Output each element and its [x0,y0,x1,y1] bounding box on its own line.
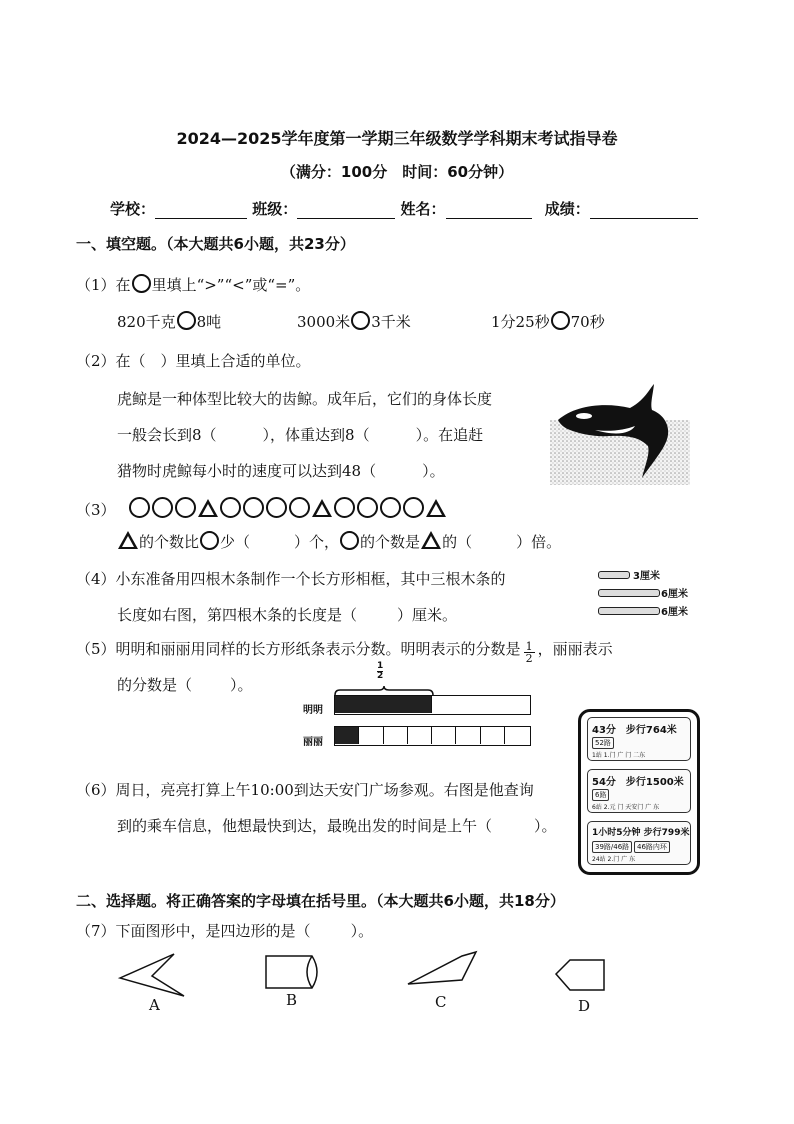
triangle-icon [118,531,138,549]
stick-2 [598,589,660,597]
q2-prompt [76,350,311,371]
score-field[interactable] [590,202,698,219]
q6-text-a: 到的乘车信息，他想最快到达，最晚出发的时间是上午（ [117,817,493,835]
school-label: 学校： [110,200,156,218]
route-bus-tag: 46路内环 [634,841,670,853]
q5-number: （5） [76,640,116,658]
route-bus-tag: 52路 [592,737,614,749]
name-field[interactable] [446,202,532,219]
lili-cell [505,727,529,744]
fraction-denominator: 2 [525,652,533,665]
shape-b[interactable] [262,952,326,992]
q4-text: 小东准备用四根木条制作一个长方形相框，其中三根木条的 [115,570,506,588]
lili-strip [334,726,531,746]
q2-line2-b: ），体重达到8（ [262,426,370,444]
route-card[interactable] [587,821,691,865]
circle-icon [357,497,378,518]
circle-icon [289,497,310,518]
q6-number: （6） [76,781,116,799]
q2-line2-c: ）。在追赶 [415,426,484,444]
orca-image [550,380,690,485]
q3-text-b: 少（ [220,533,251,551]
route-time: 43分 步行764米 [592,725,677,736]
q3-number: （3） [76,501,116,519]
q1-item-right: 8吨 [196,313,222,331]
q4-line2 [117,604,457,625]
q1-number: （1） [76,276,116,294]
option-a-label: A [149,996,160,1014]
lili-cell [481,727,505,744]
q1-item-2 [297,311,411,332]
circle-icon [152,497,173,518]
page-subtitle: （满分：100分 时间：60分钟） [280,163,514,181]
q5-text-a: 明明和丽丽用同样的长方形纸条表示分数。明明表示的分数是 [115,640,521,658]
route-desc: 1站 1.门 广 门 二东 [592,752,646,759]
circle-icon [380,497,401,518]
q6-text: 周日，亮亮打算上午10:00到达天安门广场参观。右图是他查询 [115,781,534,799]
q2-line3-a: 猎物时虎鲸每小时的速度可以达到48（ [117,462,377,480]
stick-label: 6厘米 [661,589,688,600]
q1-item-3 [491,311,605,332]
option-b-label: B [286,991,298,1009]
q5-text-b2: ）。 [230,676,253,694]
shape-d[interactable] [552,954,608,994]
score-label: 成绩： [544,200,590,218]
circle-icon [220,497,241,518]
mingming-label: 明明 [303,705,323,716]
route-desc: 24站 2.门 广 东 [592,856,636,863]
q2-number: （2） [76,352,116,370]
q1-item-left: 3000米 [297,313,351,331]
route-time: 1小时5分钟 步行799米 [592,828,690,838]
circle-icon [334,497,355,518]
q3-text-d: 的个数是 [360,533,421,551]
circle-icon [132,274,151,293]
fraction [524,641,535,664]
route-card[interactable] [587,769,691,813]
route-bus-tag: 39路/46路 [592,841,632,853]
q5-line1 [76,638,613,664]
circle-icon [129,497,150,518]
q7-number: （7） [76,922,116,940]
compare-circle[interactable] [351,311,370,330]
option-c-label: C [435,993,447,1011]
q7-text-b: ）。 [350,922,374,940]
q4-text-a: 长度如右图，第四根木条的长度是（ [117,606,358,624]
lili-shaded-cell [335,727,359,744]
q3-text-e: 的（ [442,533,473,551]
q7-prompt [76,920,373,941]
q1-item-1 [117,311,221,332]
compare-circle[interactable] [177,311,196,330]
option-d-label: D [578,997,591,1015]
q5-line2 [117,674,253,695]
stick-label: 3厘米 [633,571,660,582]
mingming-shaded [335,696,432,713]
q2-line3-b: ）。 [422,462,445,480]
circle-icon [403,497,424,518]
lili-cell [432,727,456,744]
lili-cell [456,727,480,744]
circle-icon [340,531,359,550]
q2-line2-a: 一般会长到8（ [117,426,217,444]
brace-denominator: 2 [377,671,384,681]
q4-text-b: ）厘米。 [397,606,458,624]
lili-label: 丽丽 [303,737,323,748]
lili-cell [359,727,383,744]
section1-heading: 一、填空题。（本大题共6小题，共23分） [76,235,355,253]
q4-number: （4） [76,570,116,588]
q5-text-a2: 的分数是（ [117,676,193,694]
route-desc: 6站 2.元 门 天安门 广 东 [592,804,660,811]
q1-text-a: 在 [115,276,131,294]
shape-c[interactable] [404,948,480,992]
q3-shapes-row [76,497,447,520]
q3-text-f: ）倍。 [516,533,562,551]
q3-text-a: 的个数比 [139,533,200,551]
route-time: 54分 步行1500米 [592,777,684,788]
info-row [110,198,698,219]
route-bus-tag: 6路 [592,789,609,801]
brace-fraction [377,662,383,681]
triangle-icon [421,531,441,549]
fraction-numerator: 1 [525,640,533,653]
q3-text-c: ）个， [294,533,340,551]
q7-text-a: 下面图形中，是四边形的是（ [115,922,311,940]
triangle-icon [426,499,446,517]
q2-text: 在（ ）里填上合适的单位。 [115,352,311,370]
q2-line1: 虎鲸是一种体型比较大的齿鲸。成年后，它们的身体长度 [117,390,493,408]
circle-icon [243,497,264,518]
q1-item-right: 70秒 [570,313,605,331]
section2-heading: 二、选择题。将正确答案的字母填在括号里。（本大题共6小题，共18分） [76,892,565,910]
q2-line3 [117,460,445,481]
lili-cell [408,727,432,744]
q3-line2 [117,531,561,552]
class-label: 班级： [252,200,298,218]
route-card[interactable] [587,717,691,761]
lili-cell [384,727,408,744]
q6-line2 [117,815,557,836]
circle-icon [266,497,287,518]
q1-prompt [76,274,310,295]
page-title: 2024—2025学年度第一学期三年级数学学科期末考试指导卷 [176,129,618,148]
q2-line2 [117,424,483,445]
stick-label: 6厘米 [661,607,688,618]
stick-1 [598,571,630,579]
q6-text-b: ）。 [534,817,557,835]
q6-line1 [76,779,534,800]
q1-item-left: 820千克 [117,313,176,331]
q4-line1 [76,568,506,589]
q1-item-right: 3千米 [371,313,411,331]
school-field[interactable] [155,202,247,219]
brace [334,682,434,692]
triangle-icon [198,499,218,517]
brace-numerator: 1 [377,661,384,671]
mingming-strip [334,695,531,715]
compare-circle[interactable] [551,311,570,330]
name-label: 姓名： [400,200,446,218]
q1-text-b: 里填上“>”“<”或“=”。 [151,276,311,294]
circle-icon [200,531,219,550]
shape-a[interactable] [116,950,188,1000]
triangle-icon [312,499,332,517]
class-field[interactable] [297,202,395,219]
stick-3 [598,607,660,615]
phone-route-info [578,709,700,875]
circle-icon [175,497,196,518]
q5-text-b: ，丽丽表示 [537,640,613,658]
q1-item-left: 1分25秒 [491,313,550,331]
